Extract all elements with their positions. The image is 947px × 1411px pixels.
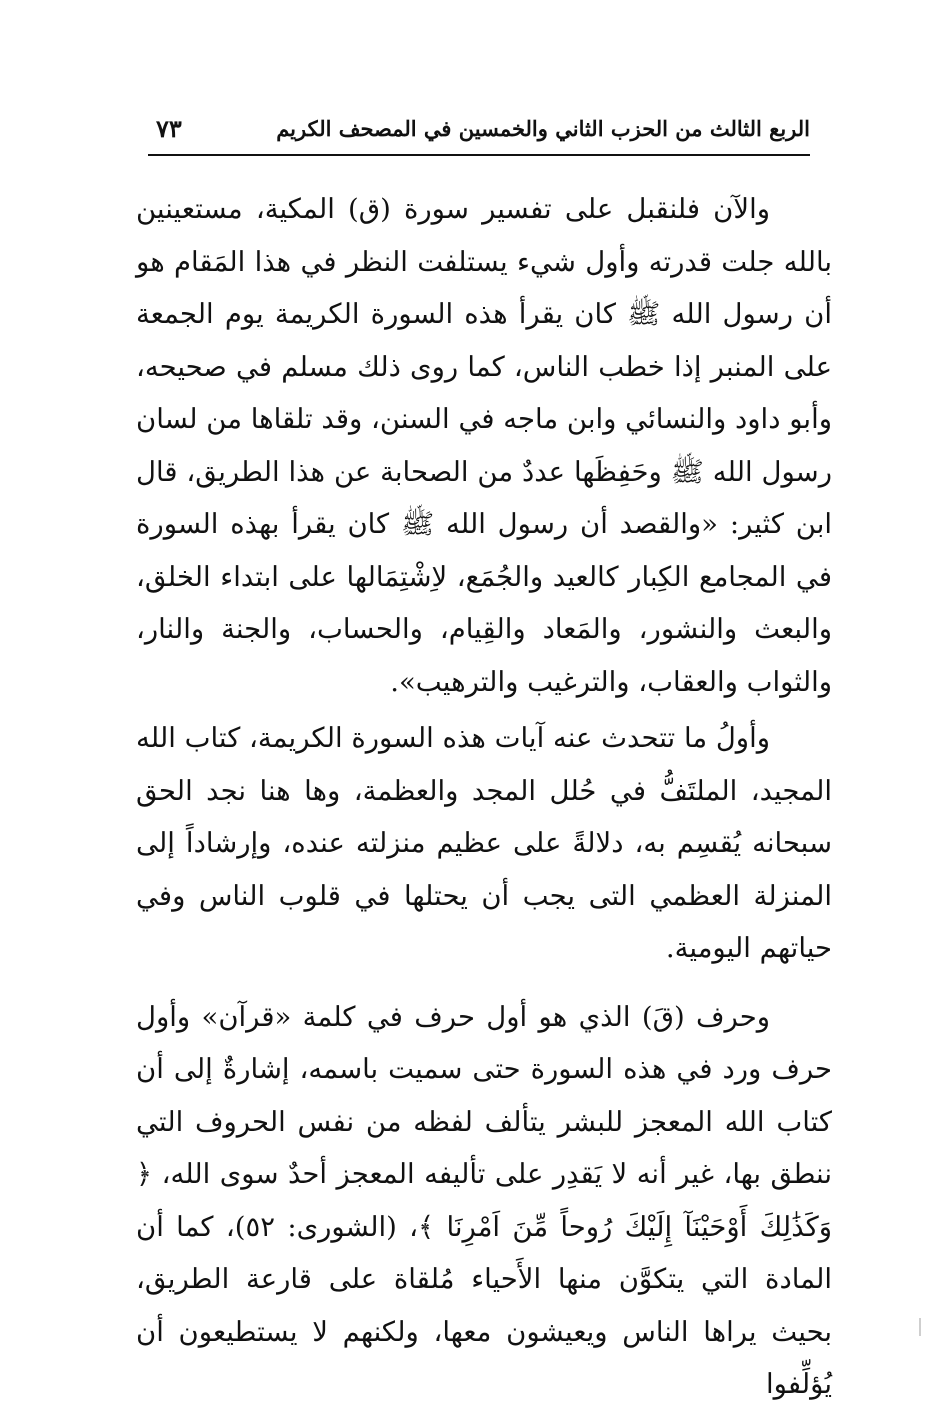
body-text: [136, 183, 832, 1411]
scan-edge-mark: [919, 1318, 921, 1336]
page-header: [148, 112, 810, 156]
paragraph-2: وأولُ ما تتحدث عنه آيات هذه السورة الكريمة، كتاب الله المجيد، الملتَفُّ في حُلل المجد والعظمة، وها هنا نجد الحق سبحانه يُقسِم به، دلالةً على عظيم منزلته عنده، وإرشاداً إلى المنزلة العظمي التى يجب أن يحتلها في قلوب الناس وفي حياتهم اليومية.: [136, 722, 832, 964]
paragraph-3: وحرف (قَ) الذي هو أول حرف في كلمة «قرآن» وأول حرف ورد في هذه السورة حتى سميت باسمه، إشارةٌ إلى أن كتاب الله المعجز للبشر يتألف لفظه من نفس الحروف التي ننطق بها، غير أنه لا يَقدِر على تأليفه المعجز أحدٌ سوى الله، ﴿ وَكَذَٰلِكَ أَوْحَيْنَآ إِلَيْكَ رُوحاً مِّنَ اَمْرِنَا ﴾، (الشورى: ٥٢)، كما أن المادة التي يتكوَّن منها الأَحياء مُلقاة على قارعة الطريق، بحيث يراها الناس ويعيشون معها، ولكنهم لا يستطيعون أن يُؤلِّفوا: [136, 1000, 832, 1400]
page-number: ٧٣: [156, 114, 182, 143]
running-header-title: الربع الثالث من الحزب الثاني والخمسين في المصحف الكريم: [276, 116, 810, 141]
paragraph-1: والآن فلنقبل على تفسير سورة (ق) المكية، مستعينين بالله جلت قدرته وأول شيء يستلفت النظر في هذا المَقام هو أن رسول الله ﷺ كان يقرأ هذه السورة الكريمة يوم الجمعة على المنبر إذا خطب الناس، كما روى ذلك مسلم في صحيحه، وأبو داود والنسائي وابن ماجه في السنن، وقد تلقاها من لسان رسول الله ﷺ وحَفِظَها عددٌ من الصحابة عن هذا الطريق، قال ابن كثير: «والقصد أن رسول الله ﷺ كان يقرأ بهذه السورة في المجامع الكِبار كالعيد والجُمَع، لاِشْتِمَالها على ابتداء الخلق، والبعث والنشور، والمَعاد والقِيام، والحساب، والجنة والنار، والثواب والعقاب، والترغيب والترهيب».: [136, 193, 832, 698]
